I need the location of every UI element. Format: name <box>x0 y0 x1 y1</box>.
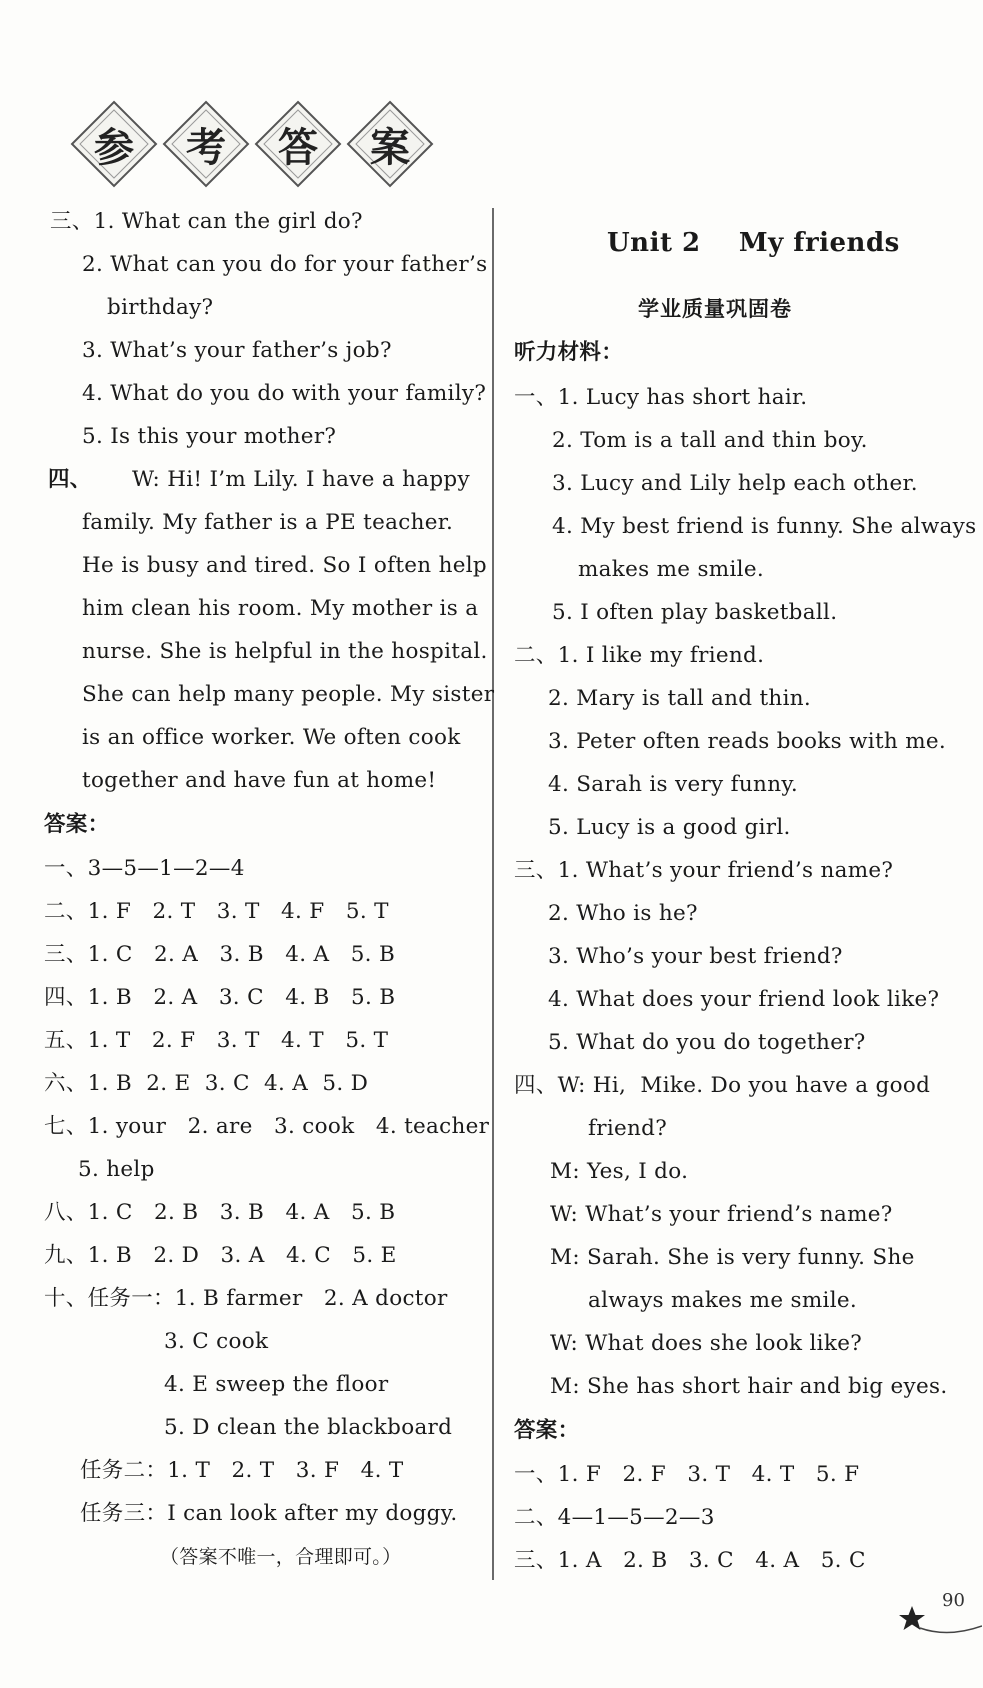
text-line: 二、1. I like my friend. <box>514 643 765 668</box>
text-line: 2. What can you do for your father’s <box>82 252 488 277</box>
text-line: birthday? <box>107 295 214 320</box>
text-line: 任务二：1. T 2. T 3. F 4. T <box>80 1458 404 1483</box>
banner-char: 考 <box>186 123 226 171</box>
text-line: makes me smile. <box>578 557 765 582</box>
text-line: 5. help <box>78 1157 155 1182</box>
text-line: 一、3—5—1—2—4 <box>44 856 245 881</box>
banner-char: 参 <box>94 123 134 171</box>
text-line: 4. My best friend is funny. She always <box>552 514 977 539</box>
answers-heading: 答案： <box>514 1418 580 1443</box>
text-line: 三、1. What can the girl do? <box>50 209 363 234</box>
text-line: M: She has short hair and big eyes. <box>550 1374 948 1399</box>
text-line: 2. Mary is tall and thin. <box>548 686 812 711</box>
text-line: W: What’s your friend’s name? <box>550 1202 893 1227</box>
text-line: 四、W: Hi, Mike. Do you have a good <box>514 1073 931 1098</box>
page-number: 90 <box>942 1590 965 1611</box>
text-line: is an office worker. We often cook <box>82 725 461 750</box>
text-line: 八、1. C 2. B 3. B 4. A 5. B <box>44 1200 396 1225</box>
text-line: 5. What do you do together? <box>548 1030 866 1055</box>
banner-badge <box>70 100 158 188</box>
text-line: 四、1. B 2. A 3. C 4. B 5. B <box>44 985 396 1010</box>
text-line: 任务三：I can look after my doggy. <box>80 1501 458 1526</box>
text-line: 三、1. A 2. B 3. C 4. A 5. C <box>514 1548 866 1573</box>
section-label: 四、 <box>48 467 92 492</box>
text-line: 3. What’s your father’s job? <box>82 338 392 363</box>
text-line: 一、1. Lucy has short hair. <box>514 385 808 410</box>
text-line: 六、1. B 2. E 3. C 4. A 5. D <box>44 1071 369 1096</box>
text-line: 三、1. C 2. A 3. B 4. A 5. B <box>44 942 396 967</box>
text-line: She can help many people. My sister <box>82 682 495 707</box>
text-line: 二、4—1—5—2—3 <box>514 1505 715 1530</box>
text-line: 七、1. your 2. are 3. cook 4. teacher <box>44 1114 490 1139</box>
text-line: 九、1. B 2. D 3. A 4. C 5. E <box>44 1243 397 1268</box>
banner-char: 答 <box>278 123 318 171</box>
text-line: W: What does she look like? <box>550 1331 863 1356</box>
banner-badge <box>162 100 250 188</box>
text-line: 三、1. What’s your friend’s name? <box>514 858 894 883</box>
text-line: （答案不唯一，合理即可。） <box>160 1546 402 1568</box>
text-line: 2. Tom is a tall and thin boy. <box>552 428 868 453</box>
text-line: 4. Sarah is very funny. <box>548 772 799 797</box>
answer-key-banner <box>70 92 450 192</box>
text-line: 5. D clean the blackboard <box>164 1415 453 1440</box>
section-subtitle: 学业质量巩固卷 <box>638 297 792 321</box>
text-line: 一、1. F 2. F 3. T 4. T 5. F <box>514 1462 860 1487</box>
listening-heading: 听力材料： <box>514 340 624 365</box>
text-line: He is busy and tired. So I often help <box>82 553 487 578</box>
unit-title: Unit 2 My friends <box>607 228 900 258</box>
text-line: M: Sarah. She is very funny. She <box>550 1245 915 1270</box>
text-line: 4. What does your friend look like? <box>548 987 940 1012</box>
column-divider <box>492 208 494 1580</box>
text-line: 4. E sweep the floor <box>164 1372 389 1397</box>
text-line: 3. Who’s your best friend? <box>548 944 843 969</box>
text-line: M: Yes, I do. <box>550 1159 689 1184</box>
banner-char: 案 <box>370 123 410 171</box>
text-line: nurse. She is helpful in the hospital. <box>82 639 488 664</box>
text-line: family. My father is a PE teacher. <box>82 510 454 535</box>
answers-heading: 答案： <box>44 812 110 837</box>
text-line: 3. Peter often reads books with me. <box>548 729 947 754</box>
text-line: 十、任务一：1. B farmer 2. A doctor <box>44 1286 448 1311</box>
text-line: 5. Is this your mother? <box>82 424 337 449</box>
text-line: together and have fun at home! <box>82 768 437 793</box>
star-icon <box>898 1598 982 1638</box>
text-line: 二、1. F 2. T 3. T 4. F 5. T <box>44 899 389 924</box>
text-line: 3. C cook <box>164 1329 269 1354</box>
text-line: him clean his room. My mother is a <box>82 596 479 621</box>
text-line: 5. Lucy is a good girl. <box>548 815 791 840</box>
text-line: 5. I often play basketball. <box>552 600 838 625</box>
text-line: 2. Who is he? <box>548 901 698 926</box>
text-line: 3. Lucy and Lily help each other. <box>552 471 918 496</box>
banner-badge <box>346 100 434 188</box>
text-line: W: Hi! I’m Lily. I have a happy <box>132 467 470 492</box>
text-line: 五、1. T 2. F 3. T 4. T 5. T <box>44 1028 389 1053</box>
text-line: 4. What do you do with your family? <box>82 381 487 406</box>
banner-badge <box>254 100 342 188</box>
text-line: friend? <box>588 1116 668 1141</box>
text-line: always makes me smile. <box>588 1288 858 1313</box>
